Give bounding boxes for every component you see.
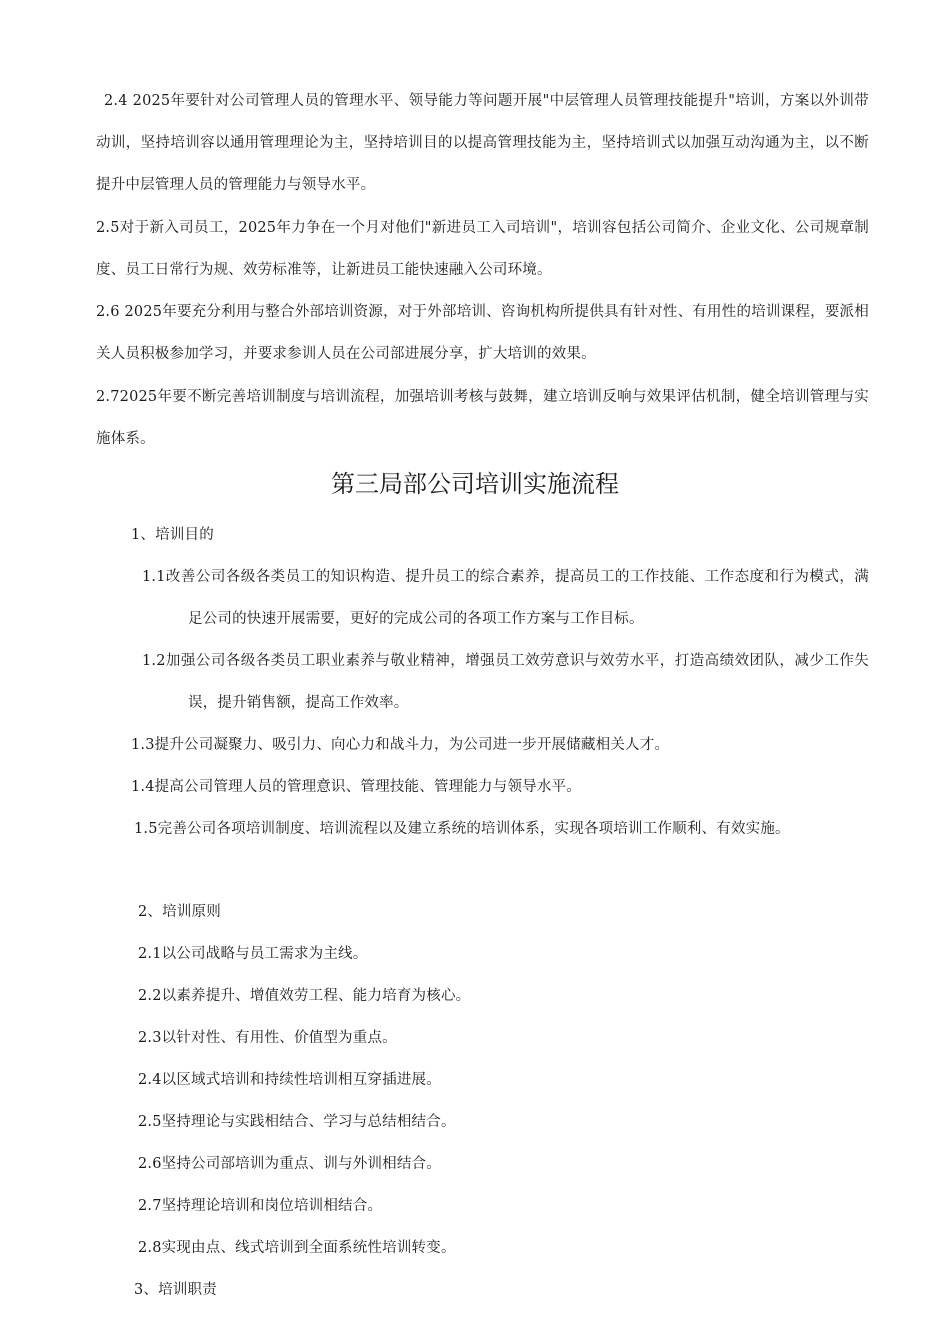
purpose-item-1-5: 1.5完善公司各项培训制度、培训流程以及建立系统的培训体系，实现各项培训工作顺利、有效实施。: [134, 821, 790, 837]
principle-item-2-8: 2.8实现由点、线式培训到全面系统性培训转变。: [138, 1240, 456, 1256]
principle-item-2-4: 2.4以区域式培训和持续性培训相互穿插进展。: [138, 1072, 441, 1088]
principle-item-2-5: 2.5坚持理论与实践相结合、学习与总结相结合。: [138, 1114, 456, 1130]
section-3-heading: 3、培训职责: [134, 1282, 217, 1298]
chapter-title: 第三局部公司培训实施流程: [331, 470, 619, 498]
section-2-heading: 2、培训原则: [138, 904, 221, 920]
purpose-item-1-4: 1.4提高公司管理人员的管理意识、管理技能、管理能力与领导水平。: [131, 779, 581, 795]
principle-item-2-3: 2.3以针对性、有用性、价值型为重点。: [138, 1030, 397, 1046]
purpose-item-1-2: 1.2加强公司各级各类员工职业素养与敬业精神，增强员工效劳意识与效劳水平，打造高绩效团队，减少工作失误，提升销售额，提高工作效率。: [142, 653, 869, 711]
principle-item-2-6: 2.6坚持公司部培训为重点、训与外训相结合。: [138, 1156, 441, 1172]
paragraph-2-6: 2.6 2025年要充分利用与整合外部培训资源，对于外部培训、咨询机构所提供具有针对性、有用性的培训课程，要派相关人员积极参加学习，并要求参训人员在公司部进展分享，扩大培训的效果。: [96, 304, 869, 362]
section-1-heading: 1、培训目的: [131, 527, 214, 543]
paragraph-2-4: 2.4 2025年要针对公司管理人员的管理水平、领导能力等问题开展"中层管理人员管理技能提升"培训，方案以外训带动训，坚持培训容以通用管理理论为主，坚持培训目的以提高管理技能为主，坚持培训式以加强互动沟通为主，以不断提升中层管理人员的管理能力与领导水平。: [96, 93, 869, 193]
principle-item-2-7: 2.7坚持理论培训和岗位培训相结合。: [138, 1198, 383, 1214]
purpose-item-1-3: 1.3提升公司凝聚力、吸引力、向心力和战斗力，为公司进一步开展储藏相关人才。: [131, 737, 670, 753]
paragraph-2-7: 2.72025年要不断完善培训制度与培训流程，加强培训考核与鼓舞，建立培训反响与效果评估机制，健全培训管理与实施体系。: [96, 389, 869, 447]
purpose-item-1-1: 1.1改善公司各级各类员工的知识构造、提升员工的综合素养，提高员工的工作技能、工作态度和行为模式，满足公司的快速开展需要，更好的完成公司的各项工作方案与工作目标。: [142, 569, 869, 627]
principle-item-2-1: 2.1以公司战略与员工需求为主线。: [138, 946, 368, 962]
paragraph-2-5: 2.5对于新入司员工，2025年力争在一个月对他们"新进员工入司培训"，培训容包括公司简介、企业文化、公司规章制度、员工日常行为规、效劳标准等，让新进员工能快速融入公司环境。: [96, 220, 869, 278]
principle-item-2-2: 2.2以素养提升、增值效劳工程、能力培育为核心。: [138, 988, 471, 1004]
